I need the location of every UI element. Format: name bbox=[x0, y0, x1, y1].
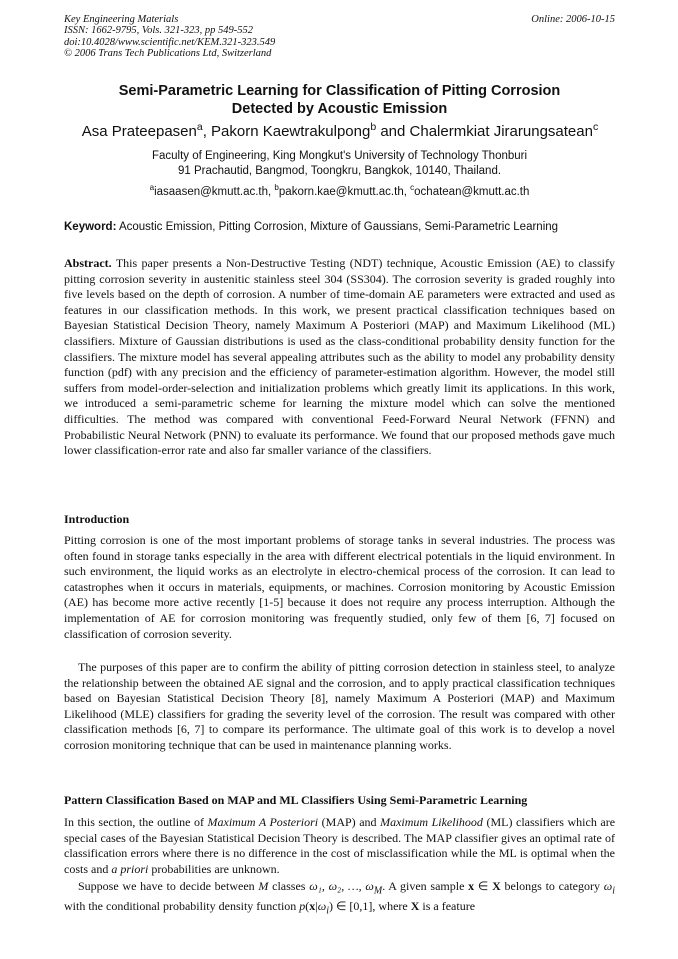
journal-name: Key Engineering Materials bbox=[64, 14, 179, 25]
text-run: belongs to category bbox=[500, 879, 604, 893]
text-run: Suppose we have to decide between bbox=[78, 879, 259, 893]
email-a: iasaasen@kmutt.ac.th, bbox=[154, 186, 275, 198]
term-a-priori: a priori bbox=[111, 861, 149, 876]
text-run: | bbox=[315, 898, 318, 913]
math-sub-i: i bbox=[326, 905, 329, 917]
text-run: with the conditional probability density function bbox=[64, 898, 300, 913]
author-2: Pakorn Kaewtrakulpong bbox=[211, 123, 371, 140]
keywords bbox=[64, 220, 624, 234]
email-b: pakorn.kae@kmutt.ac.th, bbox=[278, 186, 411, 198]
email-c-mark: c bbox=[410, 183, 415, 193]
text-run: ∈ bbox=[474, 879, 493, 893]
introduction-paragraph-2: The purposes of this paper are to confirm the ability of pitting corrosion detection in stainless steel, to analyze the relationship between the obtained AE signal and the corrosion, and to apply practical classification techniques based on Bayesian Statistical Decision Theory [8], namely Maximum A Posteriori (MAP) and Maximum Likelihood (MLE) classifiers for grading the severity level of the corrosion. The result was compared with other classification methods [6, 7] to compare its performance. The ultimate goal of this work is to develop a novel corrosion monitoring technique that can be used in maintenance planning works. bbox=[64, 660, 615, 752]
text-run: probabilities are unknown. bbox=[148, 861, 280, 876]
text-run: ( bbox=[305, 898, 310, 913]
term-map: Maximum A Posteriori bbox=[207, 815, 319, 829]
title-line-1: Semi-Parametric Learning for Classification of Pitting Corrosion bbox=[118, 83, 561, 99]
math-p: p bbox=[299, 898, 306, 913]
author-2-affil-mark: b bbox=[370, 121, 377, 133]
paper-title bbox=[64, 83, 615, 118]
affiliation-line-1: Faculty of Engineering, King Mongkut's University of Technology Thonburi bbox=[151, 150, 528, 162]
math-sub-M: M bbox=[373, 885, 383, 897]
author-1-affil-mark: a bbox=[196, 121, 203, 133]
author-3-affil-mark: c bbox=[592, 121, 599, 133]
text-run: In this section, the outline of bbox=[64, 815, 208, 829]
keyword-label: Keyword: bbox=[64, 221, 117, 233]
math-classes: ω₁, ω₂, …, ω bbox=[309, 879, 374, 893]
text-run: ) ∈ [0,1], where bbox=[328, 898, 411, 913]
math-M: M bbox=[258, 879, 269, 893]
abstract-label: Abstract. bbox=[64, 256, 112, 270]
math-omega: ω bbox=[317, 898, 327, 913]
doi-line: doi:10.4028/www.scientific.net/KEM.321-323.549 bbox=[64, 36, 276, 48]
abstract bbox=[64, 256, 615, 459]
email-c: ochatean@kmutt.ac.th bbox=[414, 186, 530, 198]
online-date: Online: 2006-10-15 bbox=[531, 14, 615, 25]
math-x: x bbox=[309, 898, 316, 913]
math-sub-i: i bbox=[612, 885, 615, 897]
text-run: classes bbox=[268, 879, 310, 893]
abstract-text: This paper presents a Non-Destructive Testing (NDT) technique, Acoustic Emission (AE) to classify pitting corrosion severity in austenitic stainless steel 304 (SS304). The corrosion severity is graded roughly into five levels based on the depth of corrosion. A number of time-domain AE parameters were extracted and used as features in our classification methods. In this work, we present practical classification techniques based on Bayesian Statistical Decision Theory, namely Maximum A Posteriori (MAP) and Maximum Likelihood (ML) classifiers. Mixture of Gaussian distributions is used as the class-conditional probability density function for the classifiers. The mixture model has several appealing attributes such as the ability to model any probability density function (pdf) with any precision and the efficiency of parameter-estimation algorithm. However, the model still suffers from model-order-selection and initialization problems which greatly limit its applications. In this work, we introduced a semi-parametric scheme for learning the mixture model which can solve the mentioned difficulties. The method was compared with conventional Feed-Forward Neural Network (FFNN) and Probabilistic Neural Network (PNN) to evaluate its performance. We found that our proposed methods gave much lower classification-error rate and also far smaller variance of the classifiers. bbox=[64, 256, 615, 458]
affiliation-line-2: 91 Prachautid, Bangmod, Toongkru, Bangkok, 10140, Thailand. bbox=[177, 165, 502, 177]
affiliation bbox=[64, 149, 615, 179]
pattern-paragraph-1 bbox=[64, 815, 615, 877]
journal-header bbox=[64, 14, 615, 60]
email-a-mark: a bbox=[149, 183, 155, 193]
author-list bbox=[40, 123, 640, 141]
author-separator: , bbox=[202, 123, 212, 140]
text-run: . A given sample bbox=[382, 879, 469, 893]
pattern-classification-heading: Pattern Classification Based on MAP and ML Classifiers Using Semi-Parametric Learning bbox=[64, 793, 528, 807]
math-x: x bbox=[468, 879, 475, 893]
keyword-text: Acoustic Emission, Pitting Corrosion, Mixture of Gaussians, Semi-Parametric Learning bbox=[116, 221, 559, 233]
math-omega: ω bbox=[603, 879, 613, 893]
author-emails bbox=[64, 185, 615, 199]
author-3: Chalermkiat Jirarungsatean bbox=[409, 123, 593, 140]
author-separator: and bbox=[376, 123, 410, 140]
email-b-mark: b bbox=[274, 183, 279, 193]
math-X: X bbox=[492, 879, 501, 893]
issn-line: ISSN: 1662-9795, Vols. 321-323, pp 549-552 bbox=[64, 25, 253, 37]
math-X: X bbox=[410, 898, 420, 913]
title-line-2: Detected by Acoustic Emission bbox=[231, 100, 448, 117]
author-1: Asa Prateepasen bbox=[81, 123, 197, 140]
term-ml: Maximum Likelihood bbox=[380, 815, 483, 829]
text-run: (MAP) and bbox=[318, 815, 381, 829]
text-run: is a feature bbox=[419, 898, 476, 913]
copyright-line: © 2006 Trans Tech Publications Ltd, Switzerland bbox=[64, 48, 272, 60]
introduction-paragraph-1: Pitting corrosion is one of the most important problems of storage tanks in several industries. The process was often found in storage tanks especially in the area with different electrical potentials in the liquid environment. In such environment, the liquid works as an electrolyte in electro-chemical process of the corrosion. It can lead to catastrophes when it occurs in materials, equipments, or machines. Corrosion monitoring by Acoustic Emission (AE) has become more active recently [1-5] because it does not require any process interruption. Although the implementation of AE for corrosion monitoring was frequently studied, only few of them [6, 7] focused on classification of corrosion severity. bbox=[64, 533, 615, 641]
text-run: (ML) classifiers which are special cases of the Bayesian Statistical Decision Theory is described. The MAP classifier gives an optimal rate of classification errors where there is no difference in the cost of misclassification while the ML is optimal when the costs and bbox=[64, 815, 616, 876]
pattern-paragraph-2 bbox=[64, 879, 615, 919]
introduction-heading: Introduction bbox=[64, 512, 130, 526]
